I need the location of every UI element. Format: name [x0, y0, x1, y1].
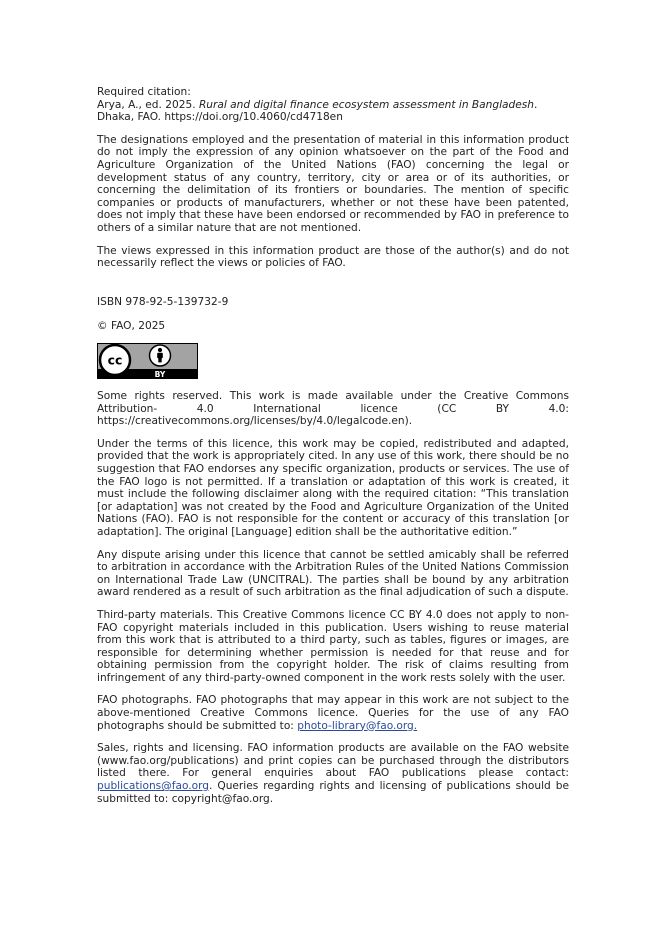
isbn: ISBN 978-92-5-139732-9 [97, 296, 229, 308]
dispute-clause: Any dispute arising under this licence that cannot be settled amicably shall be referred to arbitration in accordance with the Arbitration Rules of the United Nations Commission on International Trade Law (UNCITRAL). The parties shall be bound by any arbitration award rendered as a result of such arbitration as the final adjudication of such a dispute. [97, 548, 569, 599]
person-legs [158, 358, 161, 363]
cc-by-license-badge [97, 343, 198, 379]
required-citation [97, 86, 569, 124]
publications-email-link[interactable]: publications@fao.org [97, 780, 210, 793]
views-disclaimer: The views expressed in this information product are those of the author(s) and do not necessarily reflect the views or policies of FAO. [97, 244, 569, 270]
third-party-materials: Third-party materials. This Creative Commons licence CC BY 4.0 does not apply to non-FAO copyright materials included in this publication. Users wishing to reuse material from this work that is attributed to a third party, such as tables, figures or images, are responsible for determining whether permission is needed for that reuse and for obtaining permission from the copyright holder. The risk of claims resulting from infringement of any third-party-owned component in the work rests solely with the user. [97, 608, 569, 684]
front-matter [97, 86, 569, 270]
licence-terms: Under the terms of this licence, this work may be copied, redistributed and adapted, provided that the work is appropriately cited. In any use of this work, there should be no suggestion that FAO endorses any specific organization, products or services. The use of the FAO logo is not permitted. If a translation or adaptation of this work is created, it must include the following disclaimer along with the required citation: “This translation [or adaptation] was not created by the Food and Agriculture Organization of the United Nations (FAO). FAO is not responsible for the content or accuracy of this translation [or adaptation]. The original [Language] edition shall be the authoritative edition.” [97, 437, 569, 538]
photo-library-link[interactable]: photo-library@fao.org. [297, 719, 418, 732]
person-head [158, 348, 162, 352]
citation-label: Required citation: [97, 86, 191, 98]
citation-title: Rural and digital finance ecosystem assessment in Bangladesh [198, 98, 535, 111]
photos-text: FAO photographs. FAO photographs that may appear in this work are not subject to the above-mentioned Creative Commons licence. Queries for the use of any FAO photographs should be submitted to: [97, 694, 569, 732]
designations-disclaimer: The designations employed and the presentation of material in this information product do not imply the expression of any opinion whatsoever on the part of the Food and Agriculture Organization of the United Nations (FAO) concerning the legal or development status of any country, territory, city or area or of its authorities, or concerning the delimitation of its frontiers or boundaries. The mention of specific companies or products of manufacturers, whether or not these have been patented, does not imply that these have been endorsed or recommended by FAO in preference to others of a similar nature that are not mentioned. [97, 133, 569, 234]
copyright: © FAO, 2025 [97, 320, 166, 332]
person-body [157, 353, 163, 358]
cc-symbol-text: cc [107, 352, 123, 368]
by-text: BY [154, 370, 166, 379]
sales-rights-licensing [97, 742, 569, 805]
sales-text-post: . Queries regarding rights and licensing of publications should be submitted to: copyright@fao.org. [97, 780, 569, 805]
rights-statement: Some rights reserved. This work is made available under the Creative Commons Attribution- 4.0 International licence (CC BY 4.0: https://creativecommons.org/licenses/by/4.0/legalcode.en). [97, 390, 569, 428]
sales-text-pre: Sales, rights and licensing. FAO information products are available on the FAO website (www.fao.org/publications) and print copies can be purchased through the distributors listed there. For general enquiries about FAO publications please contact: [97, 742, 569, 780]
license-section [97, 390, 569, 805]
citation-publisher-doi: . Dhaka, FAO. https://doi.org/10.4060/cd4718en [97, 98, 538, 124]
citation-author: Arya, A., ed. 2025. [97, 98, 199, 111]
fao-photographs [97, 694, 569, 732]
citation-reference [97, 99, 569, 124]
